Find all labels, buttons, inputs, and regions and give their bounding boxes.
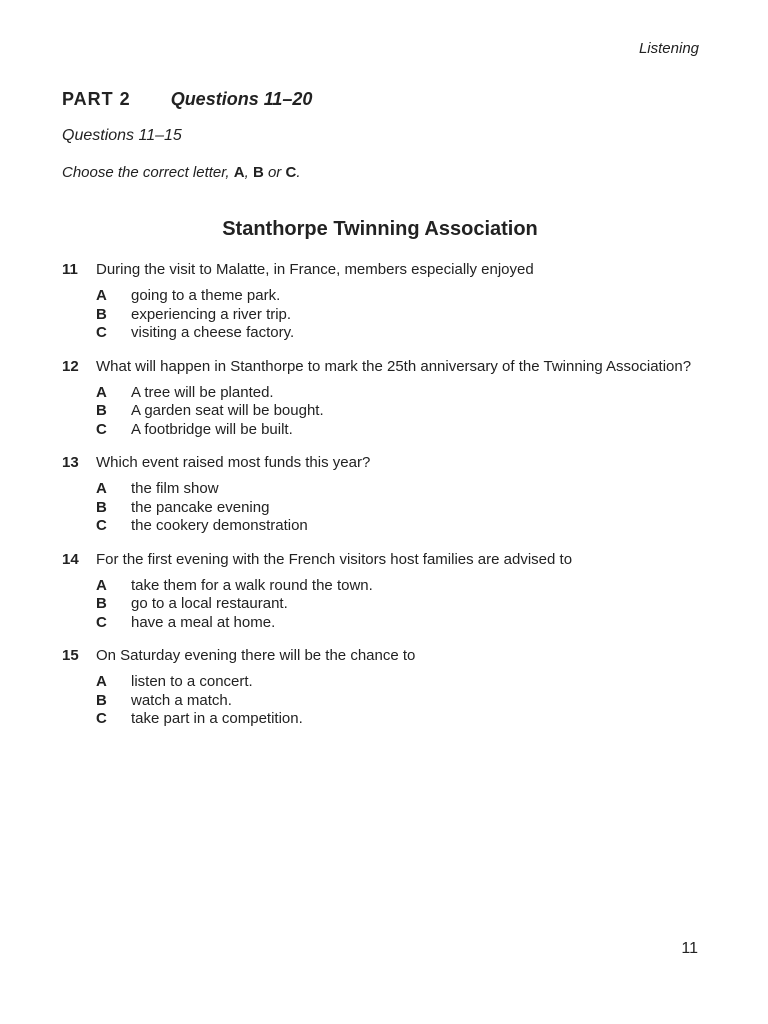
option-letter: B (96, 498, 107, 516)
option-c[interactable] (96, 517, 702, 536)
option-letter: B (96, 402, 107, 419)
section-title: Stanthorpe Twinning Association (222, 218, 538, 240)
option-a[interactable] (96, 480, 702, 499)
question-12 (62, 357, 702, 440)
option-b[interactable] (96, 499, 702, 518)
question-text: During the visit to Malatte, in France, members especially enjoyed (96, 261, 534, 278)
instruction-letter-c: C (285, 164, 297, 181)
option-text: take them for a walk round the town. (131, 576, 373, 594)
option-letter: A (96, 287, 107, 304)
option-letter: C (96, 517, 107, 534)
question-11 (62, 260, 702, 343)
option-letter: C (96, 613, 107, 631)
question-text: What will happen in Stanthorpe to mark the 25th anniversary of the Twinning Association? (96, 357, 692, 375)
option-letter: B (96, 691, 107, 709)
question-text: Which event raised most funds this year? (96, 454, 371, 471)
option-letter: A (96, 480, 107, 497)
question-number: 13 (62, 454, 79, 471)
instruction-prefix: Choose the correct letter, (62, 164, 234, 181)
instruction-letter-b: B (252, 164, 264, 181)
section-header: Listening (638, 40, 699, 57)
option-text: take part in a competition. (131, 710, 303, 727)
option-a[interactable] (96, 577, 702, 596)
question-text: For the first evening with the French visitors host families are advised to (96, 550, 573, 568)
question-15 (62, 646, 702, 729)
option-text: A tree will be planted. (131, 383, 274, 401)
option-letter: A (96, 576, 107, 594)
option-text: the cookery demonstration (131, 517, 308, 534)
question-list (62, 260, 702, 743)
option-text: have a meal at home. (131, 613, 276, 631)
option-letter: C (96, 710, 107, 727)
page-number: 11 (681, 940, 698, 957)
option-letter: B (96, 595, 107, 612)
option-c[interactable] (96, 614, 702, 633)
option-text: watch a match. (131, 691, 232, 709)
part-heading (62, 89, 312, 110)
option-letter: A (96, 673, 107, 690)
option-a[interactable] (96, 287, 702, 306)
instruction-sep: or (263, 164, 286, 181)
option-text: visiting a cheese factory. (131, 324, 295, 341)
part-label: PART 2 (62, 89, 131, 109)
instruction-sep: , (244, 164, 253, 181)
option-list (96, 287, 702, 343)
option-c[interactable] (96, 421, 702, 440)
option-letter: C (96, 324, 107, 341)
option-list (96, 480, 702, 536)
option-c[interactable] (96, 710, 702, 729)
question-13 (62, 453, 702, 536)
question-number: 14 (62, 550, 79, 568)
option-b[interactable] (96, 692, 702, 711)
part-question-range: Questions 11–20 (170, 89, 313, 109)
option-text: A garden seat will be bought. (131, 402, 324, 419)
option-text: experiencing a river trip. (131, 305, 292, 323)
option-list (96, 384, 702, 440)
option-list (96, 673, 702, 729)
option-text: A footbridge will be built. (131, 420, 293, 438)
question-number: 11 (62, 261, 78, 278)
option-text: the film show (131, 480, 219, 497)
option-list (96, 577, 702, 633)
option-a[interactable] (96, 384, 702, 403)
option-text: listen to a concert. (131, 673, 253, 690)
question-text: On Saturday evening there will be the chance to (96, 647, 416, 664)
option-letter: B (96, 305, 107, 323)
option-b[interactable] (96, 595, 702, 614)
option-c[interactable] (96, 324, 702, 343)
option-text: the pancake evening (131, 498, 270, 516)
instruction-suffix: . (296, 164, 301, 181)
option-letter: A (96, 383, 107, 401)
instruction-text (62, 164, 301, 181)
option-b[interactable] (96, 306, 702, 325)
question-number: 12 (62, 357, 79, 375)
option-a[interactable] (96, 673, 702, 692)
option-letter: C (96, 420, 107, 438)
option-b[interactable] (96, 402, 702, 421)
option-text: going to a theme park. (131, 287, 281, 304)
instruction-letter-a: A (233, 164, 245, 181)
question-14 (62, 550, 702, 633)
option-text: go to a local restaurant. (131, 595, 288, 612)
question-subrange: Questions 11–15 (62, 127, 182, 144)
question-number: 15 (62, 647, 79, 664)
